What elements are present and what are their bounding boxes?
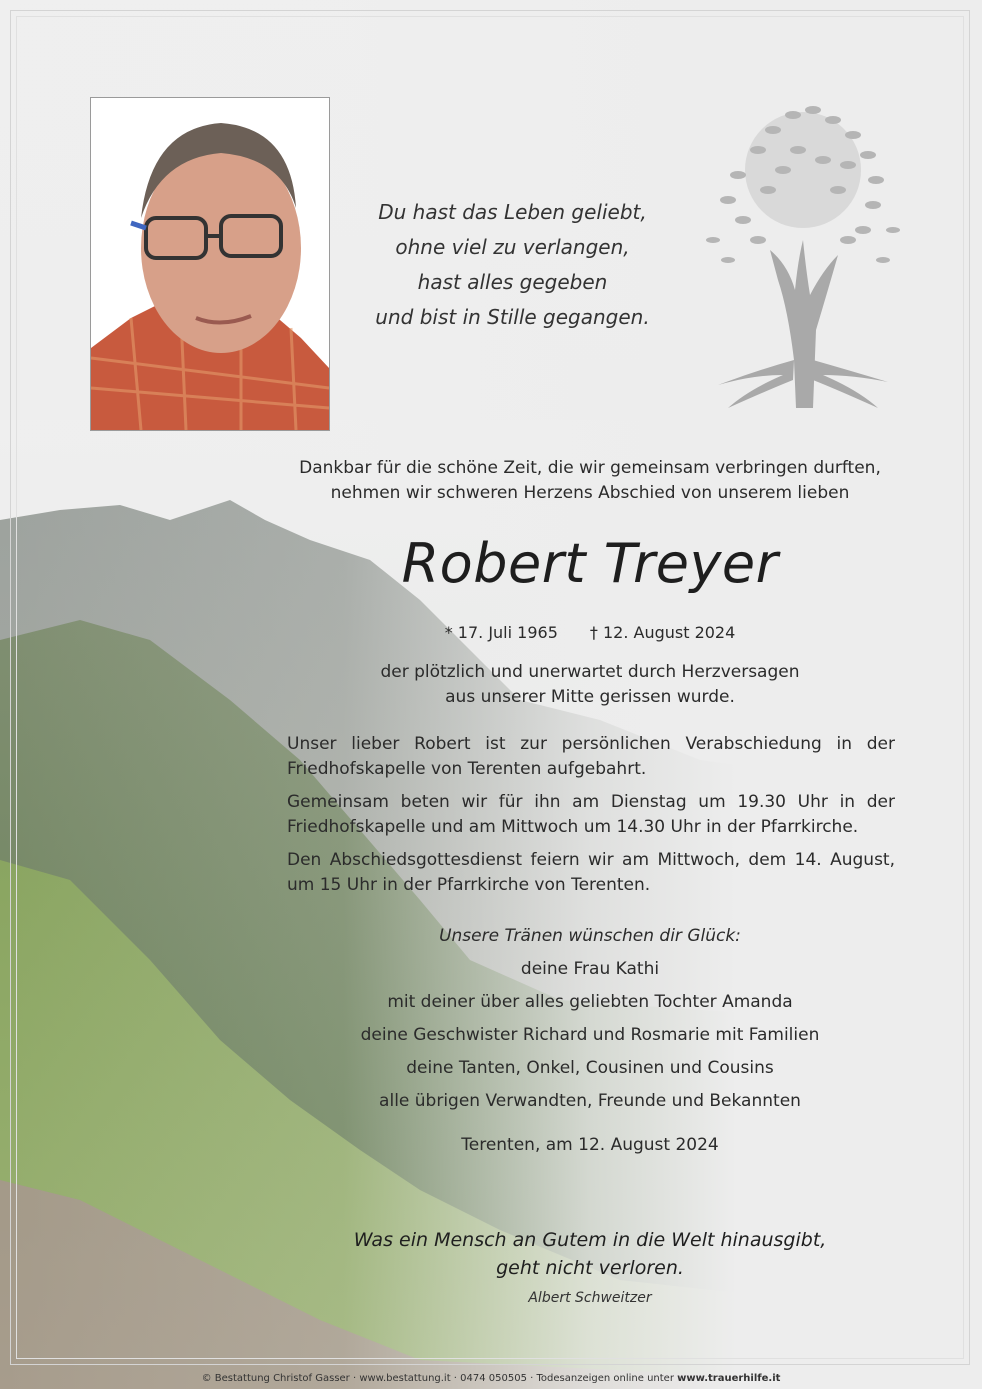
- intro-line: nehmen wir schweren Herzens Abschied von unserem lieben: [330, 483, 850, 503]
- verse-line: hast alles gegeben: [417, 270, 608, 294]
- footer-link[interactable]: www.trauerhilfe.it: [677, 1373, 781, 1384]
- intro-line: Dankbar für die schöne Zeit, die wir gemeinsam verbringen durften,: [299, 458, 881, 478]
- footer-text: © Bestattung Christof Gasser · www.bestattung.it · 0474 050505 · Todesanzeigen online unter: [201, 1373, 678, 1384]
- portrait-photo: [90, 97, 330, 431]
- place-and-date: Terenten, am 12. August 2024: [461, 1135, 719, 1155]
- tree-of-life-icon: [698, 90, 908, 408]
- footer: [0, 1368, 982, 1389]
- viewing-info: Unser lieber Robert ist zur persönlichen Verabschiedung in der Friedhofskapelle von Terenten aufgebahrt.: [287, 734, 895, 779]
- mourners-heading: Unsere Tränen wünschen dir Glück:: [439, 926, 741, 946]
- mourner-line: deine Tanten, Onkel, Cousinen und Cousins: [406, 1058, 774, 1078]
- cause-line: aus unserer Mitte gerissen wurde.: [445, 687, 735, 707]
- closing-quote: [270, 1226, 910, 1282]
- verse-line: und bist in Stille gegangen.: [375, 305, 650, 329]
- mourner-line: alle übrigen Verwandten, Freunde und Bekannten: [379, 1091, 801, 1111]
- mourner-line: deine Frau Kathi: [520, 959, 660, 979]
- cause-line: der plötzlich und unerwartet durch Herzversagen: [380, 662, 800, 682]
- birth-date: * 17. Juli 1965: [444, 623, 558, 642]
- cause-of-death: [270, 660, 910, 710]
- quote-line: geht nicht verloren.: [496, 1257, 684, 1279]
- death-date: † 12. August 2024: [589, 623, 736, 642]
- deceased-name: Robert Treyer: [401, 532, 779, 595]
- quote-author: Albert Schweitzer: [528, 1290, 652, 1306]
- quote-line: Was ein Mensch an Gutem in die Welt hinausgibt,: [353, 1229, 827, 1251]
- verse-line: ohne viel zu verlangen,: [395, 235, 630, 259]
- mourner-line: deine Geschwister Richard und Rosmarie mit Familien: [360, 1025, 820, 1045]
- intro-text: [270, 456, 910, 506]
- mourners-list: [270, 920, 910, 1118]
- funeral-service-info: Den Abschiedsgottesdienst feiern wir am Mittwoch, dem 14. August, um 15 Uhr in der Pfarrkirche von Terenten.: [287, 850, 895, 895]
- mourner-line: mit deiner über alles geliebten Tochter Amanda: [387, 992, 793, 1012]
- life-dates: [270, 622, 910, 644]
- prayer-info: Gemeinsam beten wir für ihn am Dienstag um 19.30 Uhr in der Friedhofskapelle und am Mittwoch um 14.30 Uhr in der Pfarrkirche.: [287, 792, 895, 837]
- verse: [345, 195, 680, 335]
- verse-line: Du hast das Leben geliebt,: [378, 200, 647, 224]
